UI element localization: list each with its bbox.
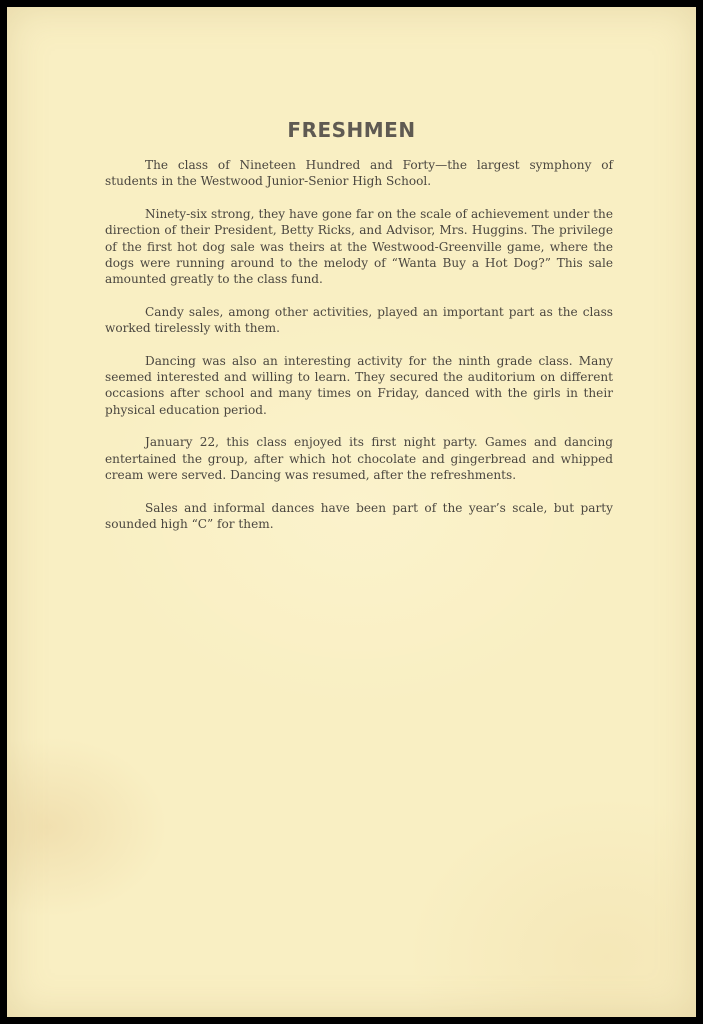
body-text: [105, 157, 613, 548]
page-title: FRESHMEN: [287, 118, 416, 142]
paragraph: Dancing was also an interesting activity for the ninth grade class. Many seemed interested and willing to learn. They secured the auditorium on different occasions after school and many times on Friday, danced with the girls in their physical education period.: [105, 353, 613, 417]
paragraph: Sales and informal dances have been part of the year’s scale, but party sounded high “C” for them.: [105, 500, 613, 531]
document-page: [7, 7, 696, 1017]
paragraph: Candy sales, among other activities, played an important part as the class worked tirelessly with them.: [105, 304, 613, 336]
paragraph: The class of Nineteen Hundred and Forty—the largest symphony of students in the Westwood Junior-Senior High School.: [105, 158, 613, 189]
paragraph: Ninety-six strong, they have gone far on the scale of achievement under the direction of their President, Betty Ricks, and Advisor, Mrs. Huggins. The privilege of the first hot dog sale was theirs at the Westwood-Greenville game, where the dogs were running around to the melody of “Wanta Buy a Hot Dog?” This sale amounted greatly to the class fund.: [105, 206, 613, 287]
paragraph: January 22, this class enjoyed its first night party. Games and dancing entertained the group, after which hot chocolate and gingerbread and whipped cream were served. Dancing was resumed, after the refreshments.: [105, 435, 613, 483]
